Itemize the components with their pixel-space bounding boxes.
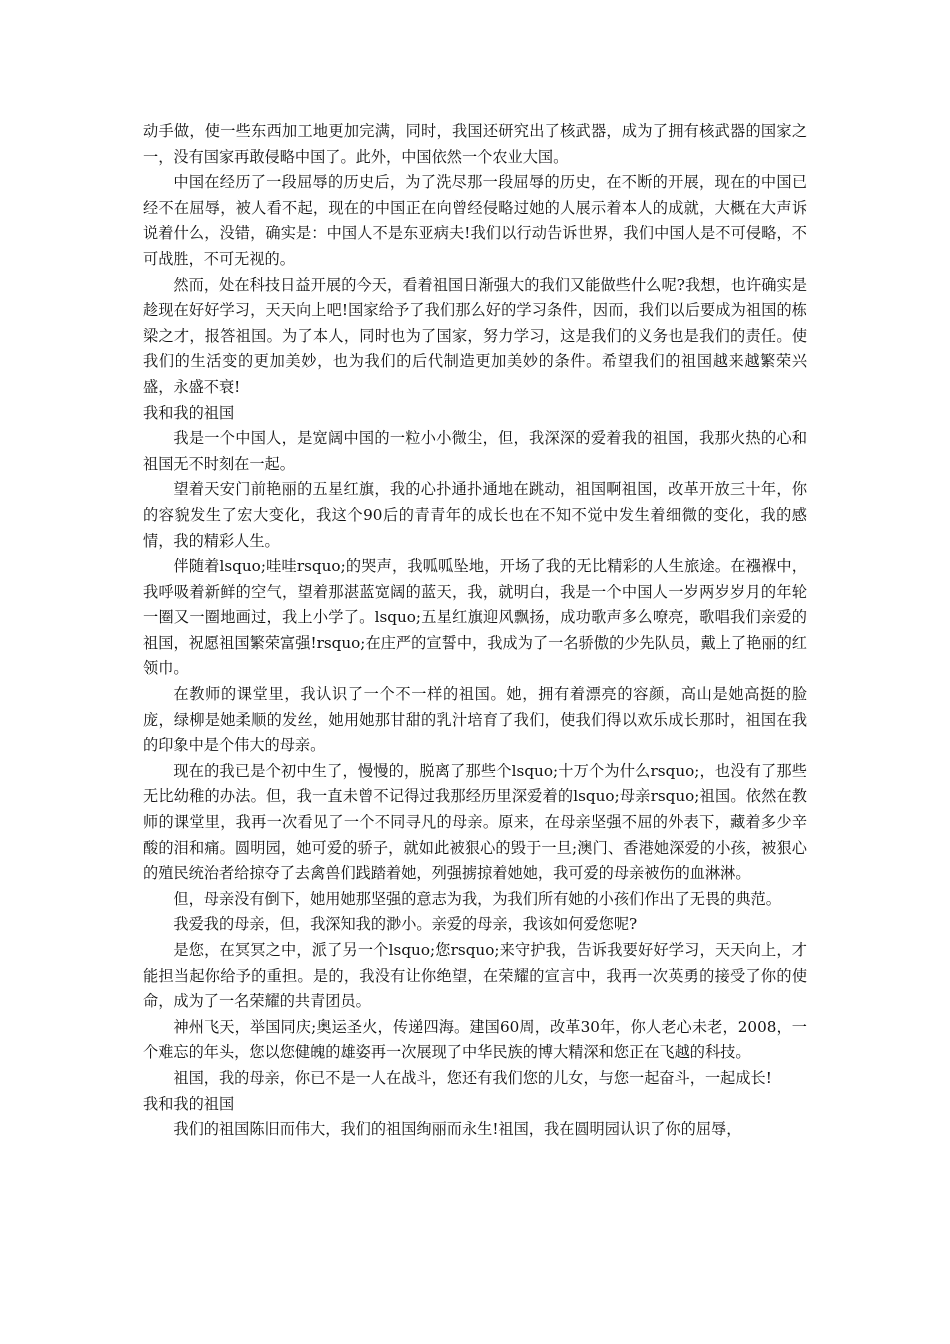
paragraph: 在教师的课堂里，我认识了一个不一样的祖国。她，拥有着漂亮的容颜，高山是她高挺的脸庞，绿柳是她柔顺的发丝，她用她那甘甜的乳汁培育了我们，使我们得以欢乐成长那时，祖国在我的印象中是个伟大的母亲。	[143, 685, 807, 755]
paragraph: 伴随着lsquo;哇哇rsquo;的哭声，我呱呱坠地，开场了我的无比精彩的人生旅途。在襁褓中，我呼吸着新鲜的空气，望着那湛蓝宽阔的蓝天，我，就明白，我是一个中国人一岁两岁岁月的年轮一圈又一圈地画过，我上小学了。lsquo;五星红旗迎风飘扬，成功歌声多么嘹亮，歌唱我们亲爱的祖国，祝愿祖国繁荣富强!rsquo;在庄严的宣誓中，我成为了一名骄傲的少先队员，戴上了艳丽的红领巾。	[143, 557, 807, 678]
paragraph: 动手做，使一些东西加工地更加完满，同时，我国还研究出了核武器，成为了拥有核武器的国家之一，没有国家再敢侵略中国了。此外，中国依然一个农业大国。	[143, 122, 807, 166]
document-page	[143, 119, 807, 1143]
paragraph: 是您，在冥冥之中，派了另一个lsquo;您rsquo;来守护我，告诉我要好好学习，天天向上，才能担当起你给予的重担。是的，我没有让你绝望，在荣耀的宣言中，我再一次英勇的接受了你的使命，成为了一名荣耀的共青团员。	[143, 941, 807, 1011]
essay-title: 我和我的祖国	[143, 403, 235, 422]
paragraph: 祖国，我的母亲，你已不是一人在战斗，您还有我们您的儿女，与您一起奋斗，一起成长!	[173, 1068, 772, 1087]
paragraph: 神州飞天，举国同庆;奥运圣火，传递四海。建国60周，改革30年，你人老心未老，2008，一个难忘的年头，您以您健魄的雄姿再一次展现了中华民族的博大精深和您正在飞越的科技。	[143, 1017, 807, 1062]
paragraph: 我们的祖国陈旧而伟大，我们的祖国绚丽而永生!祖国，我在圆明园认识了你的屈辱，	[173, 1120, 742, 1139]
paragraph: 但，母亲没有倒下，她用她那坚强的意志为我，为我们所有她的小孩们作出了无畏的典范。	[173, 889, 781, 908]
paragraph: 我爱我的母亲，但，我深知我的渺小。亲爱的母亲，我该如何爱您呢?	[173, 915, 638, 934]
paragraph: 然而，处在科技日益开展的今天，看着祖国日渐强大的我们又能做些什么呢?我想，也许确实是趁现在好好学习，天天向上吧!国家给予了我们那么好的学习条件，因而，我们以后要成为祖国的栋梁之才，报答祖国。为了本人，同时也为了国家，努力学习，这是我们的义务也是我们的责任。使我们的生活变的更加美妙，也为我们的后代制造更加美妙的条件。希望我们的祖国越来越繁荣兴盛，永盛不衰!	[143, 275, 807, 396]
paragraph: 现在的我已是个初中生了，慢慢的，脱离了那些个lsquo;十万个为什么rsquo;，也没有了那些无比幼稚的办法。但，我一直未曾不记得过我那经历里深爱着的lsquo;母亲rsquo;祖国。依然在教师的课堂里，我再一次看见了一个不同寻凡的母亲。原来，在母亲坚强不屈的外表下，藏着多少辛酸的泪和痛。圆明园，她可爱的骄子，就如此被狠心的毁于一旦;澳门、香港她深爱的小孩，被狠心的殖民统治者给掠夺了去禽兽们践踏着她，列强掳掠着她她，我可爱的母亲被伤的血淋淋。	[143, 761, 807, 883]
paragraph: 我是一个中国人，是宽阔中国的一粒小小微尘，但，我深深的爱着我的祖国，我那火热的心和祖国无不时刻在一起。	[143, 429, 807, 473]
essay-title: 我和我的祖国	[143, 1094, 235, 1113]
paragraph: 望着天安门前艳丽的五星红旗，我的心扑通扑通地在跳动，祖国啊祖国，改革开放三十年，你的容貌发生了宏大变化，我这个90后的青青年的成长也在不知不觉中发生着细微的变化，我的感情，我的精彩人生。	[143, 480, 807, 550]
paragraph: 中国在经历了一段屈辱的历史后，为了洗尽那一段屈辱的历史，在不断的开展，现在的中国已经不在屈辱，被人看不起，现在的中国正在向曾经侵略过她的人展示着本人的成就，大概在大声诉说着什么，没错，确实是：中国人不是东亚病夫!我们以行动告诉世界，我们中国人是不可侵略，不可战胜，不可无视的。	[143, 173, 807, 268]
